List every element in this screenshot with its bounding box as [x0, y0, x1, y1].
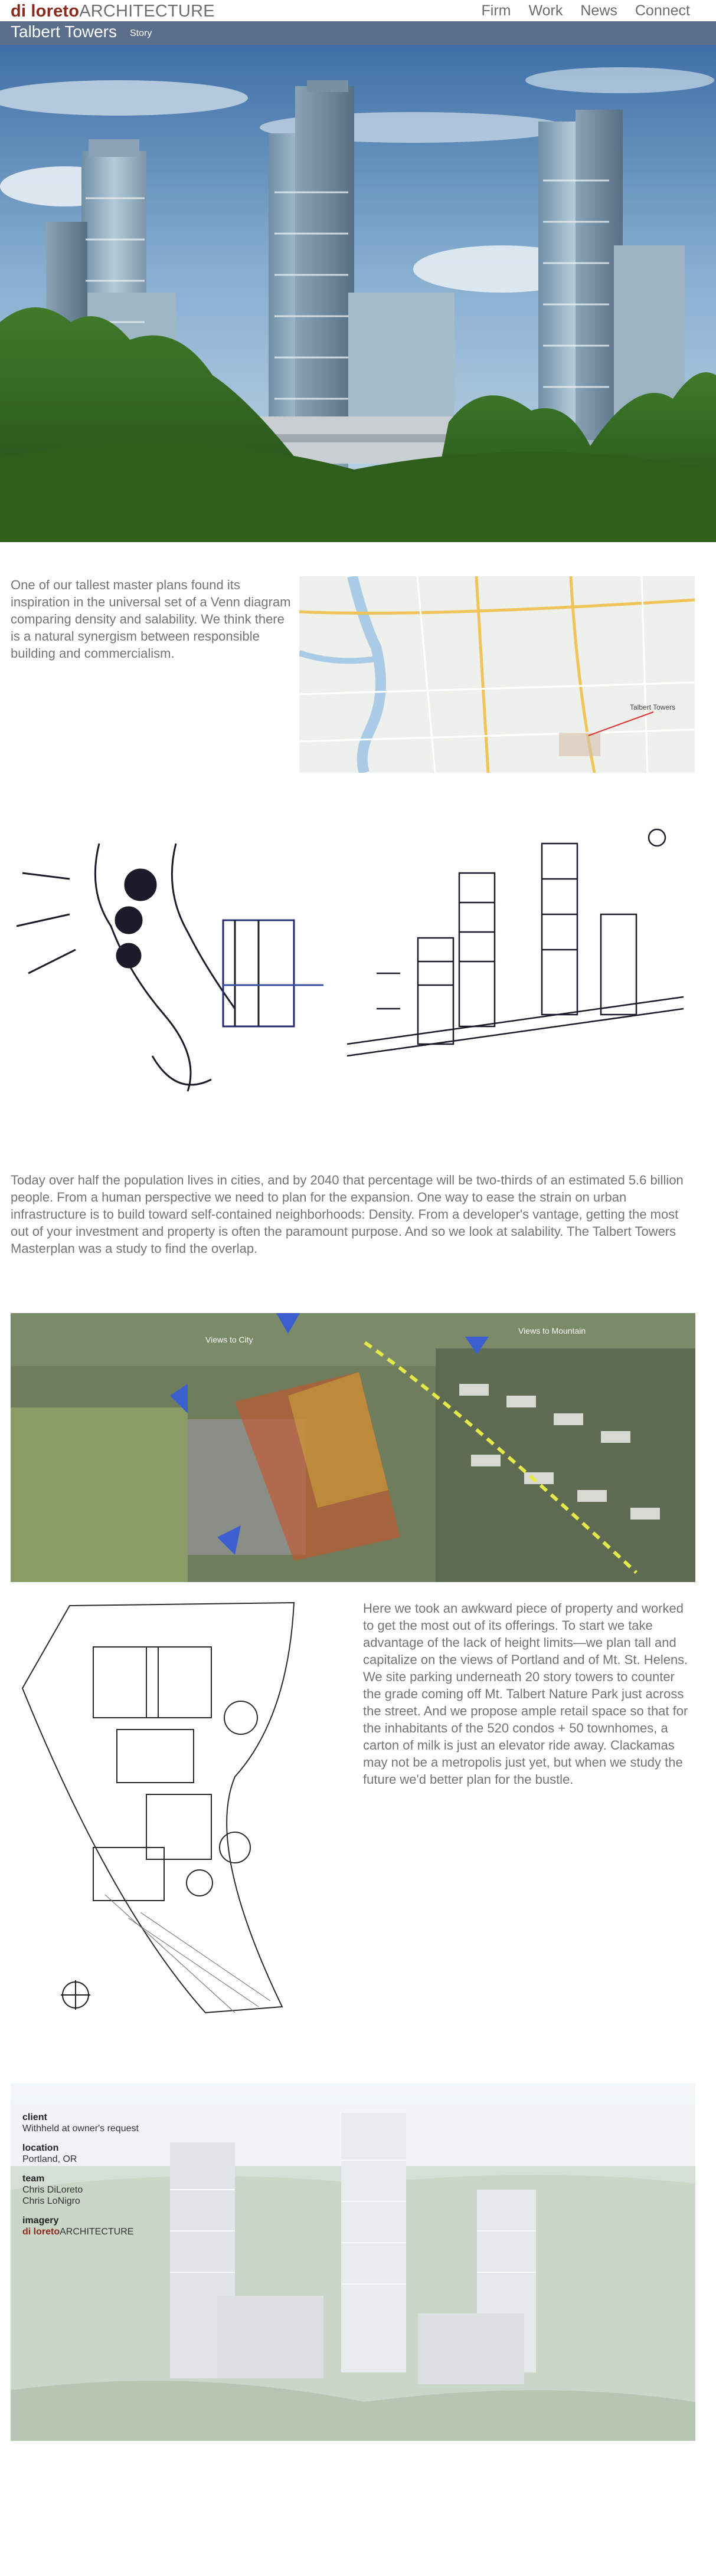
credit-imagery-value	[22, 2226, 211, 2237]
sketch-image	[11, 820, 695, 1109]
nav-firm[interactable]: Firm	[481, 2, 511, 19]
credit-imagery-label: imagery	[22, 2216, 59, 2226]
aerial-label-city: Views to City	[205, 1335, 253, 1344]
brand-name-rest: ARCHITECTURE	[79, 2, 215, 21]
location-map	[299, 576, 695, 773]
credit-team	[22, 2173, 211, 2207]
credit-client	[22, 2112, 211, 2134]
intro-paragraph: One of our tallest master plans found its inspiration in the universal set of a Venn diagram comparing density and salability. We think there is a natural synergism between responsible building and commercialism.	[11, 577, 291, 661]
credit-imagery	[22, 2215, 211, 2237]
project-section-label: Story	[130, 28, 152, 38]
brand-logo[interactable]	[11, 2, 215, 21]
nav-work[interactable]: Work	[528, 2, 563, 19]
hero-rendering	[0, 45, 716, 542]
credit-team-label: team	[22, 2174, 45, 2184]
credit-imagery-brand-rest: ARCHITECTURE	[60, 2227, 134, 2237]
project-credits	[22, 2112, 211, 2246]
nav-connect[interactable]: Connect	[635, 2, 690, 19]
project-bar	[0, 21, 716, 45]
credit-client-value: Withheld at owner's request	[22, 2124, 139, 2134]
credit-imagery-brand-bold: di loreto	[22, 2227, 60, 2237]
map-image	[299, 576, 695, 773]
credit-team-member-1: Chris DiLoreto	[22, 2185, 83, 2195]
site-header	[0, 0, 716, 21]
credit-location-label: location	[22, 2143, 59, 2153]
credit-location	[22, 2142, 211, 2165]
site-plan-image	[11, 1600, 347, 2024]
map-marker-label: Talbert Towers	[630, 703, 676, 711]
hero-image	[0, 45, 716, 542]
site-description: Here we took an awkward piece of property and worked to get the most out of its offerings. To start we take advantage of the lack of height limits—we plan tall and capitalize on the views of Portland and of Mt. St. Helens. We site parking underneath 20 story towers to counter the grade coming off Mt. Talbert Nature Park just across the street. And we propose ample retail space so that for the inhabitants of the 520 condos + 50 townhomes, a carton of milk is just an elevator ride away. Clackamas may not be a metropolis just yet, but when we study the future we'd better plan for the bustle.	[363, 1601, 688, 1787]
aerial-image	[11, 1313, 695, 1582]
main-nav	[482, 2, 691, 19]
body-paragraph: Today over half the population lives in cities, and by 2040 that percentage will be two-thirds of an estimated 5.6 billion people. From a human perspective we need to plan for the expansion. One way to ease the strain on urban infrastructure is to build toward self-contained neighborhoods: Density. From a developer's vantage, getting the most out of your investment and property is often the paramount purpose. And so we look at salability. The Talbert Towers Masterplan was a study to find the overlap.	[11, 1173, 684, 1256]
project-title: Talbert Towers	[11, 22, 117, 41]
credit-client-label: client	[22, 2112, 47, 2122]
aerial-label-mountain: Views to Mountain	[518, 1326, 586, 1335]
concept-sketches	[11, 820, 695, 1109]
nav-news[interactable]: News	[580, 2, 617, 19]
aerial-site-photo	[11, 1313, 695, 1582]
credit-location-value: Portland, OR	[22, 2154, 77, 2164]
site-plan-drawing	[11, 1600, 347, 2024]
brand-name-bold: di loreto	[11, 2, 80, 21]
credit-team-member-2: Chris LoNigro	[22, 2196, 80, 2206]
